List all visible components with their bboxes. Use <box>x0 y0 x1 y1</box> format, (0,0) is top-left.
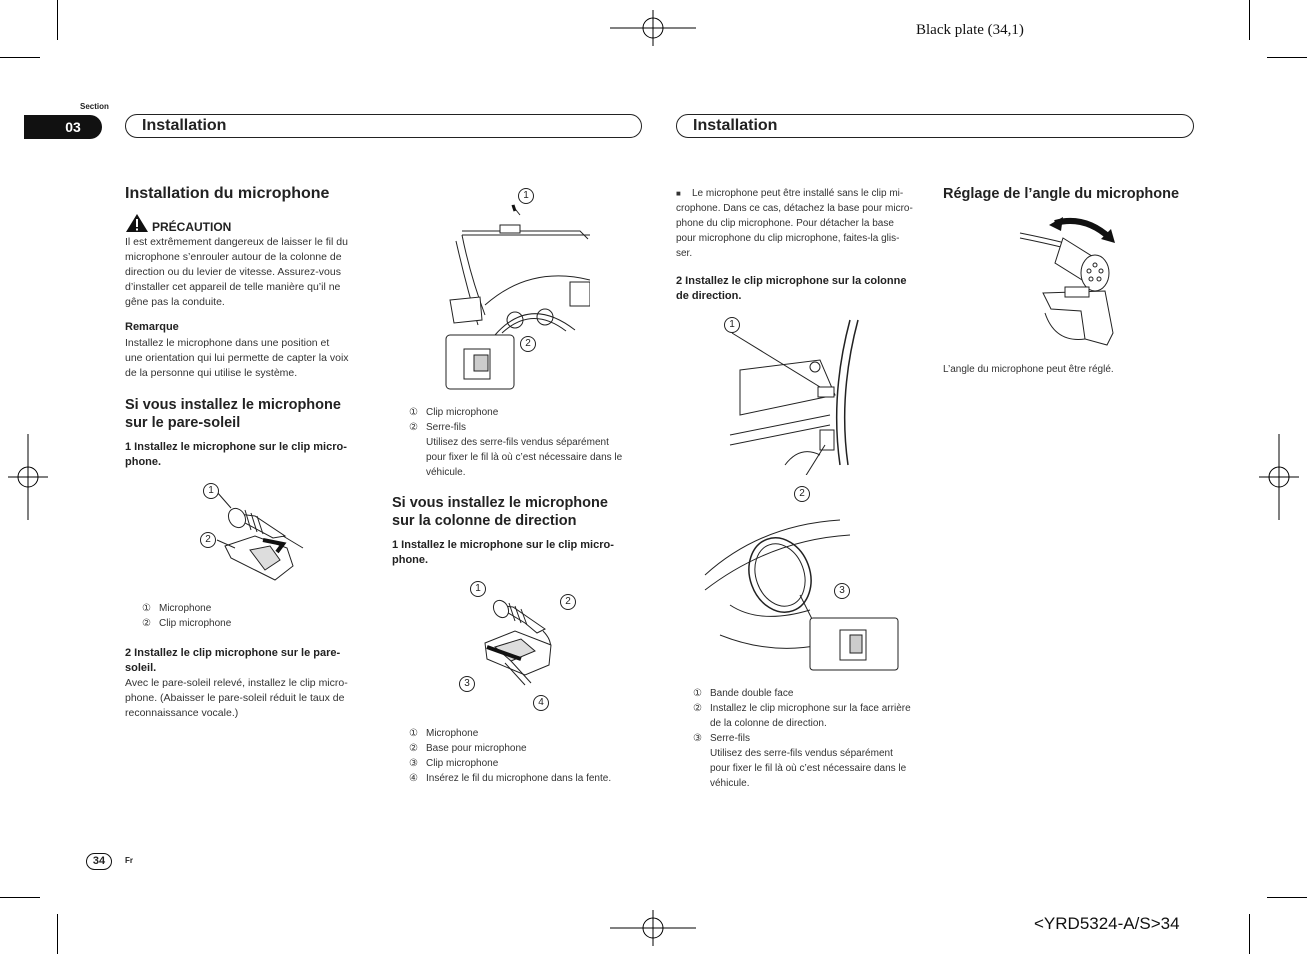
document-code: <YRD5324-A/S>34 <box>1034 914 1180 933</box>
legend-item: véhicule. <box>426 467 466 478</box>
legend-list <box>693 686 911 791</box>
subtitle-steering-column: Si vous installez le microphone sur la colonne de direction <box>392 495 608 529</box>
figure-callout-1: 1 <box>203 483 219 499</box>
figure-callout-2: 2 <box>794 486 810 502</box>
figure-callout-4: 4 <box>533 695 549 711</box>
subtitle-sun-visor: Si vous installez le microphone sur le pare-soleil <box>125 397 341 431</box>
figure-sun-visor-car <box>440 185 590 395</box>
legend-item: ③ Serre-fils <box>693 733 751 744</box>
figure-callout-2: 2 <box>520 336 536 352</box>
figure-callout-3: 3 <box>459 676 475 692</box>
legend-list <box>409 726 611 786</box>
section-title: Installation du microphone <box>125 185 330 202</box>
registration-mark-right <box>1259 434 1299 520</box>
legend-item: pour fixer le fil là où c’est nécessaire dans le <box>710 763 907 774</box>
section-number-badge: 03 <box>24 115 102 139</box>
warning-triangle-icon <box>125 213 149 233</box>
figure-mic-base-clip <box>465 585 575 695</box>
legend-item: ① Microphone <box>142 603 212 614</box>
figure-callout-1: 1 <box>724 317 740 333</box>
figure-callout-2: 2 <box>200 532 216 548</box>
step-1-steering-column: 1 Installez le microphone sur le clip micro- phone. <box>392 539 614 566</box>
crop-mark <box>0 897 40 898</box>
figure-callout-1: 1 <box>470 581 486 597</box>
plate-label: Black plate (34,1) <box>916 22 1024 38</box>
figure-callout-2: 2 <box>560 594 576 610</box>
figure-dashboard-wheel <box>700 515 900 675</box>
step-2-sun-visor: 2 Installez le clip microphone sur le pare- soleil. <box>125 647 341 674</box>
angle-caption: L’angle du microphone peut être réglé. <box>943 364 1114 375</box>
legend-list <box>409 405 622 480</box>
legend-item: ② Installez le clip microphone sur la face arrière <box>693 703 911 714</box>
legend-item: véhicule. <box>710 778 750 789</box>
page-number: 34 <box>86 853 112 870</box>
legend-item: pour fixer le fil là où c’est nécessaire dans le <box>426 452 623 463</box>
legend-item: ③ Clip microphone <box>409 758 499 769</box>
caution-text: Il est extrêmement dangereux de laisser le fil du microphone s’enrouler autour de la colonne de direction ou du levier de vitesse. Assurez-vous d’installer cet appareil de telle manière qu’il ne gêne pas la conduite. <box>125 236 348 308</box>
figure-callout-1: 1 <box>518 188 534 204</box>
step-2-steering-column: 2 Installez le clip microphone sur la colonne de direction. <box>676 275 907 302</box>
left-header-bar: Installation <box>125 114 642 138</box>
angle-title: Réglage de l’angle du microphone <box>943 186 1180 202</box>
legend-item: ② Clip microphone <box>142 618 232 629</box>
legend-list <box>142 601 231 631</box>
step-1-sun-visor: 1 Installez le microphone sur le clip micro- phone. <box>125 441 347 468</box>
legend-item: ④ Insérez le fil du microphone dans la fente. <box>409 773 612 784</box>
step-2-body: Avec le pare-soleil relevé, installez le clip micro- phone. (Abaisser le pare-soleil réduit le taux de reconnaissance vocale.) <box>125 677 348 719</box>
right-header-bar: Installation <box>676 114 1194 138</box>
legend-item: ① Bande double face <box>693 688 794 699</box>
crop-mark <box>1267 897 1307 898</box>
note-text: Installez le microphone dans une position et une orientation qui lui permette de capter la voix de la personne qui utilise le système. <box>125 337 349 379</box>
crop-mark <box>57 914 58 954</box>
crop-mark <box>1267 57 1307 58</box>
crop-mark <box>0 57 40 58</box>
figure-callout-3: 3 <box>834 583 850 599</box>
language-label: Fr <box>125 856 133 865</box>
legend-item: ② Serre-fils <box>409 422 467 433</box>
registration-mark-top <box>610 10 696 46</box>
note-title: Remarque <box>125 321 179 333</box>
legend-item: de la colonne de direction. <box>710 718 827 729</box>
legend-item: Utilisez des serre-fils vendus séparément <box>710 748 893 759</box>
registration-mark-left <box>8 434 48 520</box>
crop-mark <box>1249 914 1250 954</box>
legend-item: ① Microphone <box>409 728 479 739</box>
caution-title: PRÉCAUTION <box>152 220 232 234</box>
section-label: Section <box>80 102 109 111</box>
crop-mark <box>57 0 58 40</box>
figure-steering-column-back <box>700 315 860 475</box>
crop-mark <box>1249 0 1250 40</box>
registration-mark-bottom <box>610 910 696 946</box>
legend-item: ② Base pour microphone <box>409 743 527 754</box>
bullet-note: ■ Le microphone peut être installé sans le clip mi- crophone. Dans ce cas, détachez la base pour micro- phone du clip microphone. Pour détacher la base pour microphone du clip microphone, faites-la glis- ser. <box>676 188 913 259</box>
legend-item: Utilisez des serre-fils vendus séparément <box>426 437 609 448</box>
legend-item: ① Clip microphone <box>409 407 499 418</box>
figure-mic-angle <box>1015 213 1125 353</box>
